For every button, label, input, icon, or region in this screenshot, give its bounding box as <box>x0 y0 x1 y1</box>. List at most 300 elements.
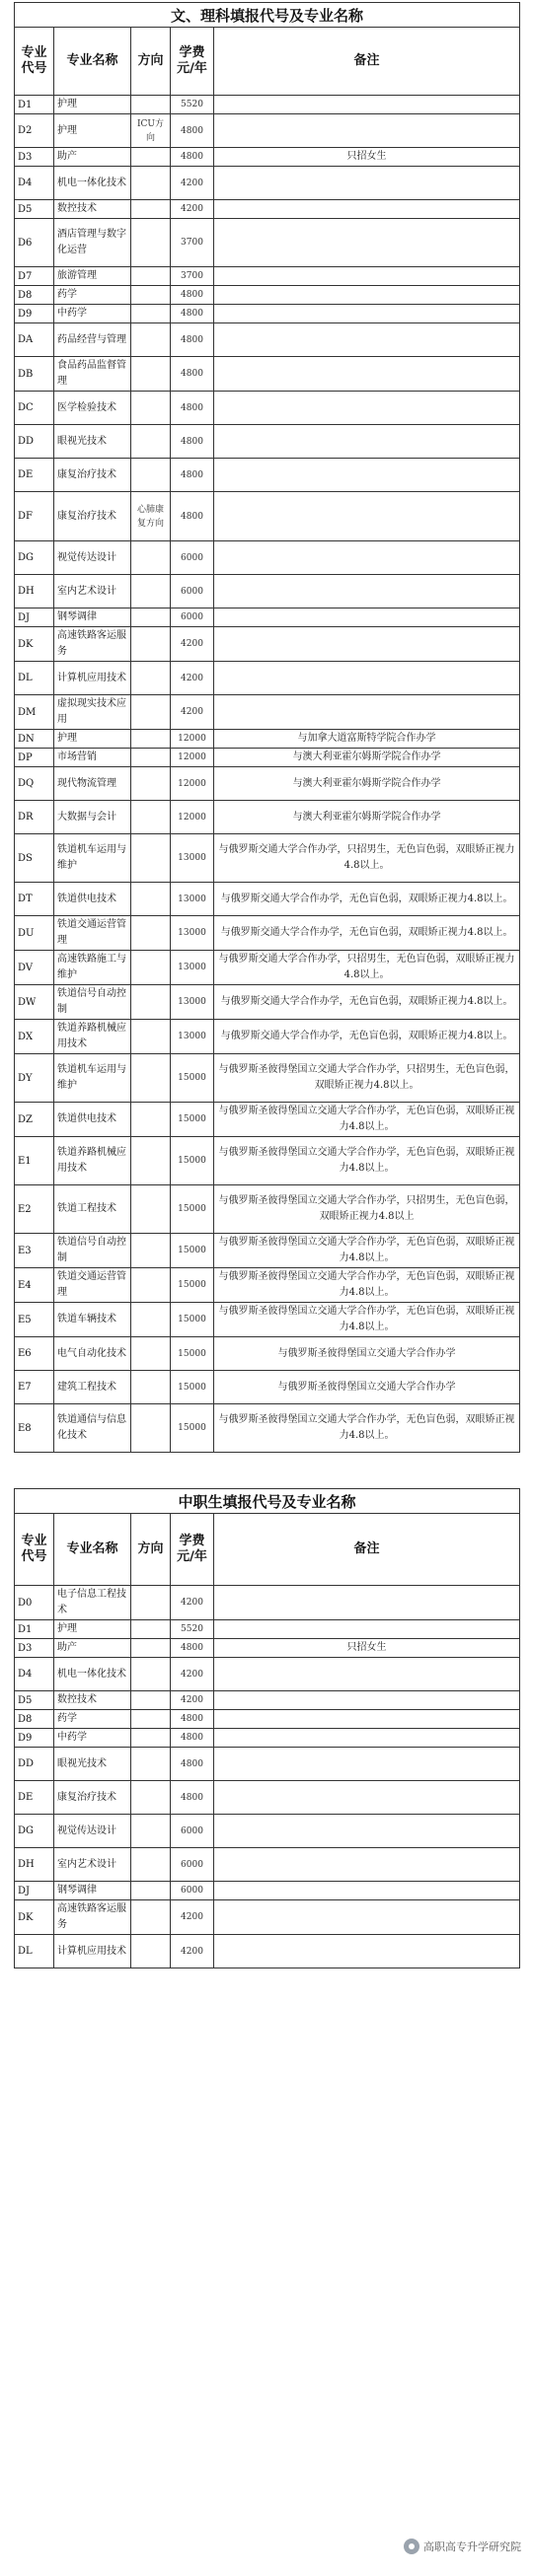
direction-cell <box>131 767 171 801</box>
table-row <box>15 749 520 767</box>
section1-title: 文、理科填报代号及专业名称 <box>15 3 520 28</box>
table-row <box>15 96 520 114</box>
tuition-fee-cell: 3700 <box>171 219 214 267</box>
major-code-cell: DD <box>15 1748 54 1781</box>
major-name-cell: 视觉传达设计 <box>54 541 131 575</box>
table-row <box>15 267 520 286</box>
note-cell <box>214 1691 520 1710</box>
major-code-cell: D0 <box>15 1586 54 1620</box>
tuition-fee-cell: 4800 <box>171 148 214 167</box>
direction-cell <box>131 96 171 114</box>
major-name-cell: 食品药品监督管理 <box>54 357 131 392</box>
major-code-cell: DH <box>15 575 54 608</box>
table-row <box>15 1268 520 1303</box>
note-cell <box>214 1935 520 1968</box>
table-row <box>15 1404 520 1453</box>
table-row <box>15 1815 520 1848</box>
major-name-cell: 药学 <box>54 1710 131 1729</box>
table-row <box>15 1748 520 1781</box>
major-name-cell: 数控技术 <box>54 1691 131 1710</box>
major-name-cell: 机电一体化技术 <box>54 1658 131 1691</box>
direction-cell <box>131 200 171 219</box>
direction-cell <box>131 1900 171 1935</box>
note-cell <box>214 575 520 608</box>
major-name-cell: 现代物流管理 <box>54 767 131 801</box>
major-code-cell: D7 <box>15 267 54 286</box>
note-cell <box>214 96 520 114</box>
note-cell: 与俄罗斯圣彼得堡国立交通大学合作办学，只招男生，无色盲色弱，双眼矫正视力4.8以上 <box>214 1185 520 1234</box>
major-name-cell: 药品经营与管理 <box>54 323 131 357</box>
direction-cell <box>131 305 171 323</box>
note-cell: 与俄罗斯圣彼得堡国立交通大学合作办学，无色盲色弱，双眼矫正视力4.8以上。 <box>214 1268 520 1303</box>
table-row <box>15 1020 520 1054</box>
direction-cell <box>131 834 171 883</box>
table-row <box>15 1371 520 1404</box>
col-header-direction: 方向 <box>131 1514 171 1586</box>
direction-cell <box>131 575 171 608</box>
note-cell <box>214 200 520 219</box>
table-row <box>15 1234 520 1268</box>
major-code-cell: DW <box>15 985 54 1020</box>
major-code-cell: D1 <box>15 96 54 114</box>
direction-cell <box>131 1337 171 1371</box>
direction-cell <box>131 985 171 1020</box>
direction-cell <box>131 730 171 749</box>
tuition-fee-cell: 4800 <box>171 357 214 392</box>
note-cell: 与俄罗斯交通大学合作办学，无色盲色弱，双眼矫正视力4.8以上。 <box>214 985 520 1020</box>
major-name-cell: 大数据与会计 <box>54 801 131 834</box>
major-code-cell: DM <box>15 695 54 730</box>
note-cell <box>214 167 520 200</box>
direction-cell <box>131 662 171 695</box>
major-code-cell: E2 <box>15 1185 54 1234</box>
note-cell <box>214 627 520 662</box>
table-row <box>15 1691 520 1710</box>
section-gap <box>15 1453 520 1489</box>
major-name-cell: 铁道机车运用与维护 <box>54 834 131 883</box>
table-row <box>15 695 520 730</box>
note-cell: 与俄罗斯圣彼得堡国立交通大学合作办学，无色盲色弱，双眼矫正视力4.8以上。 <box>214 1404 520 1453</box>
tuition-fee-cell: 15000 <box>171 1185 214 1234</box>
note-cell: 与俄罗斯圣彼得堡国立交通大学合作办学，无色盲色弱，双眼矫正视力4.8以上。 <box>214 1303 520 1337</box>
tuition-fee-cell: 6000 <box>171 575 214 608</box>
table-row <box>15 1586 520 1620</box>
note-cell: 与俄罗斯交通大学合作办学，无色盲色弱，双眼矫正视力4.8以上。 <box>214 916 520 951</box>
major-code-cell: DJ <box>15 608 54 627</box>
tuition-fee-cell: 4800 <box>171 1639 214 1658</box>
major-name-cell: 钢琴调律 <box>54 608 131 627</box>
major-code-cell: D5 <box>15 200 54 219</box>
table-row <box>15 1658 520 1691</box>
major-name-cell: 电气自动化技术 <box>54 1337 131 1371</box>
major-code-cell: D9 <box>15 1729 54 1748</box>
tuition-fee-cell: 4800 <box>171 1710 214 1729</box>
major-name-cell: 建筑工程技术 <box>54 1371 131 1404</box>
note-cell: 与俄罗斯交通大学合作办学，无色盲色弱，双眼矫正视力4.8以上。 <box>214 883 520 916</box>
tuition-fee-cell: 4200 <box>171 627 214 662</box>
tuition-fee-cell: 6000 <box>171 1815 214 1848</box>
table-row <box>15 951 520 985</box>
direction-cell <box>131 357 171 392</box>
table-row <box>15 1935 520 1968</box>
table-row <box>15 459 520 492</box>
note-cell: 与俄罗斯交通大学合作办学，无色盲色弱，双眼矫正视力4.8以上。 <box>214 1020 520 1054</box>
major-name-cell: 旅游管理 <box>54 267 131 286</box>
major-code-cell: DJ <box>15 1882 54 1900</box>
note-cell <box>214 1729 520 1748</box>
note-cell: 与俄罗斯交通大学合作办学，只招男生，无色盲色弱，双眼矫正视力4.8以上。 <box>214 834 520 883</box>
direction-cell <box>131 1371 171 1404</box>
col-header-direction: 方向 <box>131 28 171 96</box>
major-code-cell: DQ <box>15 767 54 801</box>
tuition-fee-cell: 4800 <box>171 323 214 357</box>
direction-cell <box>131 1658 171 1691</box>
col-header-fee: 学费元/年 <box>171 28 214 96</box>
direction-cell <box>131 425 171 459</box>
tuition-fee-cell: 13000 <box>171 985 214 1020</box>
tuition-fee-cell: 12000 <box>171 730 214 749</box>
major-code-cell: DA <box>15 323 54 357</box>
major-code-cell: D4 <box>15 167 54 200</box>
direction-cell <box>131 749 171 767</box>
note-cell: 只招女生 <box>214 1639 520 1658</box>
note-cell <box>214 492 520 541</box>
tuition-fee-cell: 15000 <box>171 1337 214 1371</box>
table-row <box>15 1185 520 1234</box>
table-row <box>15 1137 520 1185</box>
direction-cell <box>131 219 171 267</box>
section2-body <box>15 1489 520 1968</box>
major-code-cell: D6 <box>15 219 54 267</box>
major-code-cell: E1 <box>15 1137 54 1185</box>
tuition-fee-cell: 4200 <box>171 695 214 730</box>
major-name-cell: 铁道工程技术 <box>54 1185 131 1234</box>
table-row <box>15 114 520 148</box>
note-cell: 与俄罗斯交通大学合作办学，只招男生，无色盲色弱，双眼矫正视力4.8以上。 <box>214 951 520 985</box>
major-name-cell: 铁道养路机械应用技术 <box>54 1137 131 1185</box>
major-code-cell: D3 <box>15 148 54 167</box>
major-code-cell: DN <box>15 730 54 749</box>
note-cell: 与加拿大道富斯特学院合作办学 <box>214 730 520 749</box>
tuition-fee-cell: 4200 <box>171 1658 214 1691</box>
tuition-fee-cell: 5520 <box>171 1620 214 1639</box>
tuition-fee-cell: 15000 <box>171 1054 214 1103</box>
direction-cell <box>131 1103 171 1137</box>
note-cell <box>214 1781 520 1815</box>
major-code-cell: E6 <box>15 1337 54 1371</box>
major-name-cell: 护理 <box>54 114 131 148</box>
major-code-cell: DV <box>15 951 54 985</box>
major-name-cell: 药学 <box>54 286 131 305</box>
direction-cell <box>131 627 171 662</box>
table-row <box>15 1620 520 1639</box>
major-code-cell: DR <box>15 801 54 834</box>
direction-cell <box>131 1848 171 1882</box>
major-name-cell: 高速铁路施工与维护 <box>54 951 131 985</box>
table-row <box>15 1303 520 1337</box>
table-row <box>15 1103 520 1137</box>
tuition-fee-cell: 4800 <box>171 492 214 541</box>
tuition-fee-cell: 4800 <box>171 459 214 492</box>
tuition-fee-cell: 6000 <box>171 608 214 627</box>
tuition-fee-cell: 4800 <box>171 1781 214 1815</box>
major-name-cell: 室内艺术设计 <box>54 575 131 608</box>
note-cell <box>214 219 520 267</box>
note-cell: 与俄罗斯圣彼得堡国立交通大学合作办学，无色盲色弱，双眼矫正视力4.8以上。 <box>214 1137 520 1185</box>
note-cell: 与澳大利亚霍尔姆斯学院合作办学 <box>214 767 520 801</box>
tuition-fee-cell: 4200 <box>171 1900 214 1935</box>
tuition-fee-cell: 12000 <box>171 801 214 834</box>
tuition-fee-cell: 15000 <box>171 1371 214 1404</box>
direction-cell <box>131 323 171 357</box>
section1-body <box>15 3 520 1453</box>
col-header-code: 专业代号 <box>15 28 54 96</box>
tuition-fee-cell: 13000 <box>171 834 214 883</box>
note-cell <box>214 1710 520 1729</box>
note-cell: 与俄罗斯圣彼得堡国立交通大学合作办学，无色盲色弱，双眼矫正视力4.8以上。 <box>214 1234 520 1268</box>
wechat-account-icon <box>404 2539 419 2554</box>
direction-cell <box>131 1748 171 1781</box>
tuition-fee-cell: 12000 <box>171 749 214 767</box>
major-name-cell: 眼视光技术 <box>54 1748 131 1781</box>
major-code-cell: DL <box>15 662 54 695</box>
note-cell <box>214 305 520 323</box>
note-cell <box>214 1748 520 1781</box>
direction-cell <box>131 459 171 492</box>
direction-cell <box>131 1620 171 1639</box>
major-code-cell: DF <box>15 492 54 541</box>
note-cell <box>214 267 520 286</box>
col-header-code: 专业代号 <box>15 1514 54 1586</box>
major-code-cell: E5 <box>15 1303 54 1337</box>
major-name-cell: 中药学 <box>54 305 131 323</box>
tuition-fee-cell: 4200 <box>171 167 214 200</box>
major-code-cell: DB <box>15 357 54 392</box>
major-code-cell: D9 <box>15 305 54 323</box>
note-cell <box>214 662 520 695</box>
direction-cell <box>131 1691 171 1710</box>
table-row <box>15 834 520 883</box>
note-cell <box>214 1848 520 1882</box>
note-cell <box>214 1882 520 1900</box>
direction-cell <box>131 267 171 286</box>
major-name-cell: 市场营销 <box>54 749 131 767</box>
table-row <box>15 148 520 167</box>
major-name-cell: 康复治疗技术 <box>54 459 131 492</box>
major-code-cell: DK <box>15 627 54 662</box>
table-row <box>15 608 520 627</box>
note-cell: 与澳大利亚霍尔姆斯学院合作办学 <box>214 801 520 834</box>
major-code-cell: D8 <box>15 286 54 305</box>
direction-cell <box>131 148 171 167</box>
major-name-cell: 室内艺术设计 <box>54 1848 131 1882</box>
tuition-fee-cell: 13000 <box>171 951 214 985</box>
tuition-fee-cell: 13000 <box>171 916 214 951</box>
major-name-cell: 助产 <box>54 1639 131 1658</box>
major-name-cell: 铁道交通运营管理 <box>54 916 131 951</box>
direction-cell <box>131 392 171 425</box>
tuition-fee-cell: 4800 <box>171 392 214 425</box>
tuition-fee-cell: 6000 <box>171 1882 214 1900</box>
table-row <box>15 286 520 305</box>
major-code-cell: DG <box>15 1815 54 1848</box>
note-cell: 与俄罗斯圣彼得堡国立交通大学合作办学，无色盲色弱，双眼矫正视力4.8以上。 <box>214 1103 520 1137</box>
col-header-name: 专业名称 <box>54 28 131 96</box>
table-row <box>15 627 520 662</box>
tuition-fee-cell: 4200 <box>171 200 214 219</box>
note-cell <box>214 425 520 459</box>
table-row <box>15 575 520 608</box>
direction-cell <box>131 1234 171 1268</box>
table-row <box>15 305 520 323</box>
table-row <box>15 1729 520 1748</box>
direction-cell <box>131 1054 171 1103</box>
tuition-fee-cell: 4800 <box>171 1729 214 1748</box>
major-name-cell: 铁道机车运用与维护 <box>54 1054 131 1103</box>
table-row <box>15 985 520 1020</box>
direction-cell <box>131 883 171 916</box>
major-code-cell: DZ <box>15 1103 54 1137</box>
table-row <box>15 541 520 575</box>
major-code-cell: DH <box>15 1848 54 1882</box>
tuition-fee-cell: 15000 <box>171 1303 214 1337</box>
major-name-cell: 护理 <box>54 96 131 114</box>
direction-cell <box>131 1710 171 1729</box>
major-code-cell: DU <box>15 916 54 951</box>
major-code-cell: DY <box>15 1054 54 1103</box>
major-code-cell: D2 <box>15 114 54 148</box>
major-name-cell: 铁道信号自动控制 <box>54 985 131 1020</box>
major-name-cell: 钢琴调律 <box>54 1882 131 1900</box>
table-row <box>15 916 520 951</box>
major-name-cell: 中药学 <box>54 1729 131 1748</box>
table-row <box>15 767 520 801</box>
table-row <box>15 1337 520 1371</box>
major-code-table <box>14 2 520 1968</box>
note-cell <box>214 459 520 492</box>
direction-cell <box>131 1020 171 1054</box>
direction-cell <box>131 286 171 305</box>
direction-cell <box>131 541 171 575</box>
major-code-cell: DT <box>15 883 54 916</box>
note-cell <box>214 541 520 575</box>
major-code-cell: E3 <box>15 1234 54 1268</box>
note-cell <box>214 1620 520 1639</box>
major-code-cell: DE <box>15 459 54 492</box>
major-code-cell: DE <box>15 1781 54 1815</box>
tuition-fee-cell: 12000 <box>171 767 214 801</box>
major-code-cell: D4 <box>15 1658 54 1691</box>
table-row <box>15 323 520 357</box>
watermark-text: 高职高专升学研究院 <box>423 2540 521 2553</box>
tuition-fee-cell: 15000 <box>171 1234 214 1268</box>
note-cell: 与俄罗斯圣彼得堡国立交通大学合作办学 <box>214 1371 520 1404</box>
section2-title: 中职生填报代号及专业名称 <box>15 1489 520 1514</box>
major-name-cell: 康复治疗技术 <box>54 492 131 541</box>
direction-cell <box>131 1882 171 1900</box>
tuition-fee-cell: 4800 <box>171 305 214 323</box>
major-name-cell: 铁道通信与信息化技术 <box>54 1404 131 1453</box>
note-cell <box>214 286 520 305</box>
tuition-fee-cell: 5520 <box>171 96 214 114</box>
major-name-cell: 酒店管理与数字化运营 <box>54 219 131 267</box>
major-name-cell: 高速铁路客运服务 <box>54 1900 131 1935</box>
major-name-cell: 铁道信号自动控制 <box>54 1234 131 1268</box>
tuition-fee-cell: 4200 <box>171 1935 214 1968</box>
note-cell <box>214 1586 520 1620</box>
major-code-cell: E8 <box>15 1404 54 1453</box>
direction-cell <box>131 1729 171 1748</box>
major-code-cell: D5 <box>15 1691 54 1710</box>
major-code-cell: D1 <box>15 1620 54 1639</box>
note-cell <box>214 114 520 148</box>
note-cell: 与俄罗斯圣彼得堡国立交通大学合作办学，只招男生，无色盲色弱，双眼矫正视力4.8以上。 <box>214 1054 520 1103</box>
major-code-cell: DG <box>15 541 54 575</box>
col-header-fee: 学费元/年 <box>171 1514 214 1586</box>
tuition-fee-cell: 6000 <box>171 541 214 575</box>
major-name-cell: 机电一体化技术 <box>54 167 131 200</box>
major-name-cell: 护理 <box>54 730 131 749</box>
major-code-cell: DX <box>15 1020 54 1054</box>
col-header-note: 备注 <box>214 28 520 96</box>
major-name-cell: 视觉传达设计 <box>54 1815 131 1848</box>
major-code-cell: DD <box>15 425 54 459</box>
major-name-cell: 铁道养路机械应用技术 <box>54 1020 131 1054</box>
direction-cell <box>131 608 171 627</box>
tuition-fee-cell: 6000 <box>171 1848 214 1882</box>
table-row <box>15 1639 520 1658</box>
table-row <box>15 1710 520 1729</box>
major-code-cell: E7 <box>15 1371 54 1404</box>
direction-cell <box>131 1185 171 1234</box>
major-code-cell: DK <box>15 1900 54 1935</box>
tuition-fee-cell: 15000 <box>171 1103 214 1137</box>
direction-cell <box>131 1781 171 1815</box>
note-cell <box>214 1900 520 1935</box>
direction-cell <box>131 1935 171 1968</box>
tuition-fee-cell: 4800 <box>171 425 214 459</box>
note-cell: 与澳大利亚霍尔姆斯学院合作办学 <box>214 749 520 767</box>
major-name-cell: 计算机应用技术 <box>54 662 131 695</box>
table-row <box>15 1900 520 1935</box>
direction-cell <box>131 1268 171 1303</box>
table-row <box>15 200 520 219</box>
tuition-fee-cell: 4800 <box>171 1748 214 1781</box>
direction-cell <box>131 1404 171 1453</box>
tuition-fee-cell: 4200 <box>171 1691 214 1710</box>
tuition-fee-cell: 4200 <box>171 662 214 695</box>
direction-cell <box>131 1815 171 1848</box>
major-name-cell: 数控技术 <box>54 200 131 219</box>
direction-cell <box>131 1586 171 1620</box>
direction-cell <box>131 1303 171 1337</box>
direction-cell: ICU方向 <box>131 114 171 148</box>
major-name-cell: 计算机应用技术 <box>54 1935 131 1968</box>
major-code-cell: D8 <box>15 1710 54 1729</box>
table-row <box>15 392 520 425</box>
table-row <box>15 492 520 541</box>
tuition-fee-cell: 15000 <box>171 1268 214 1303</box>
note-cell <box>214 608 520 627</box>
direction-cell <box>131 1137 171 1185</box>
watermark <box>404 2539 521 2554</box>
direction-cell <box>131 916 171 951</box>
tuition-fee-cell: 15000 <box>171 1404 214 1453</box>
table-row <box>15 425 520 459</box>
table-row <box>15 1054 520 1103</box>
major-code-cell: E4 <box>15 1268 54 1303</box>
major-code-cell: DC <box>15 392 54 425</box>
